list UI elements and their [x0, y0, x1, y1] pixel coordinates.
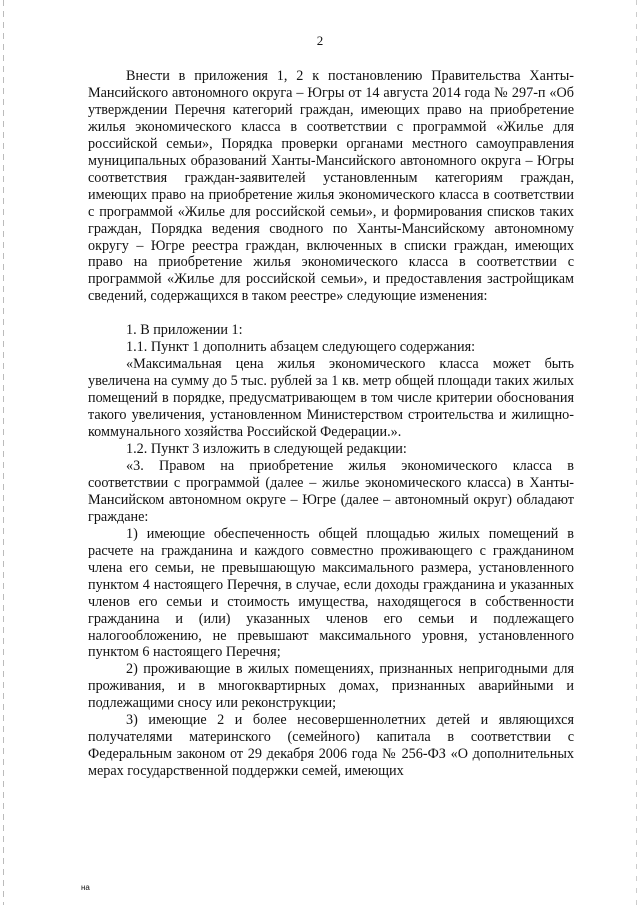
subitem-1-paragraph: 1) имеющие обеспеченность общей площадью жилых помещений в расчете на гражданина и каждого совместно проживающего с гражданином члена его семьи, не превышающую максимального размера, установленного пунктом 4 настоящего Перечня, в случае, если доходы гражданина и указанных членов его семьи и стоимость имущества, находящегося в собственности гражданина и (или) указанных членов его семьи и подлежащего налогообложению, не превышают максимального уровня, установленного пунктом 6 настоящего Перечня;	[88, 525, 574, 661]
item-1-2-paragraph: 1.2. Пункт 3 изложить в следующей редакции:	[126, 441, 407, 458]
paragraph-gap	[88, 305, 574, 322]
page-number: 2	[316, 33, 324, 48]
item-1-heading: 1. В приложении 1:	[126, 322, 243, 339]
point-3-paragraph: «3. Правом на приобретение жилья экономического класса в соответствии с программой (далее – жилье экономического класса) в Ханты-Мансийском автономном округе – Югре (далее – автономный округ) обладают граждане:	[88, 457, 574, 525]
item-1-1-paragraph: 1.1. Пункт 1 дополнить абзацем следующего содержания:	[126, 339, 476, 356]
subitem-2-paragraph: 2) проживающие в жилых помещениях, признанных непригодными для проживания, и в многоквартирных домах, признанных аварийными и подлежащими сносу или реконструкции;	[88, 661, 574, 712]
footer-mark: на	[81, 883, 90, 892]
scan-edge-right	[636, 0, 637, 905]
quote-price-paragraph: «Максимальная цена жилья экономического класса может быть увеличена на сумму до 5 тыс. рублей за 1 кв. метр общей площади таких жилых помещений в порядке, предусматривающем в том числе критерии обоснования такого увеличения, установленном Министерством строительства и жилищно-коммунального хозяйства Российской Федерации.».	[88, 356, 574, 441]
subitem-3-paragraph: 3) имеющие 2 и более несовершеннолетних детей и являющихся получателями материнского (семейного) капитала в соответствии с Федеральным законом от 29 декабря 2006 года № 256-ФЗ «О дополнительных мерах государственной поддержки семей, имеющих	[88, 712, 574, 780]
intro-paragraph: Внести в приложения 1, 2 к постановлению Правительства Ханты-Мансийского автономного округа – Югры от 14 августа 2014 года № 297-п «Об утверждении Перечня категорий граждан, имеющих право на приобретение жилья экономического класса в соответствии с программой «Жилье для российской семьи», Порядка проверки органами местного самоуправления муниципальных образований Ханты-Мансийского автономного округа – Югры соответствия граждан-заявителей установленным категориям граждан, имеющих право на приобретение жилья экономического класса в соответствии с программой «Жилье для российской семьи», и формирования списков таких граждан, Порядка ведения сводного по Ханты-Мансийскому автономному округу – Югре реестра граждан, включенных в списки граждан, имеющих право на приобретение жилья экономического класса в соответствии с программой «Жилье для российской семьи», и предоставления застройщикам сведений, содержащихся в таком реестре» следующие изменения:	[88, 68, 574, 305]
document-body	[88, 68, 574, 780]
scan-edge-left	[3, 0, 4, 905]
